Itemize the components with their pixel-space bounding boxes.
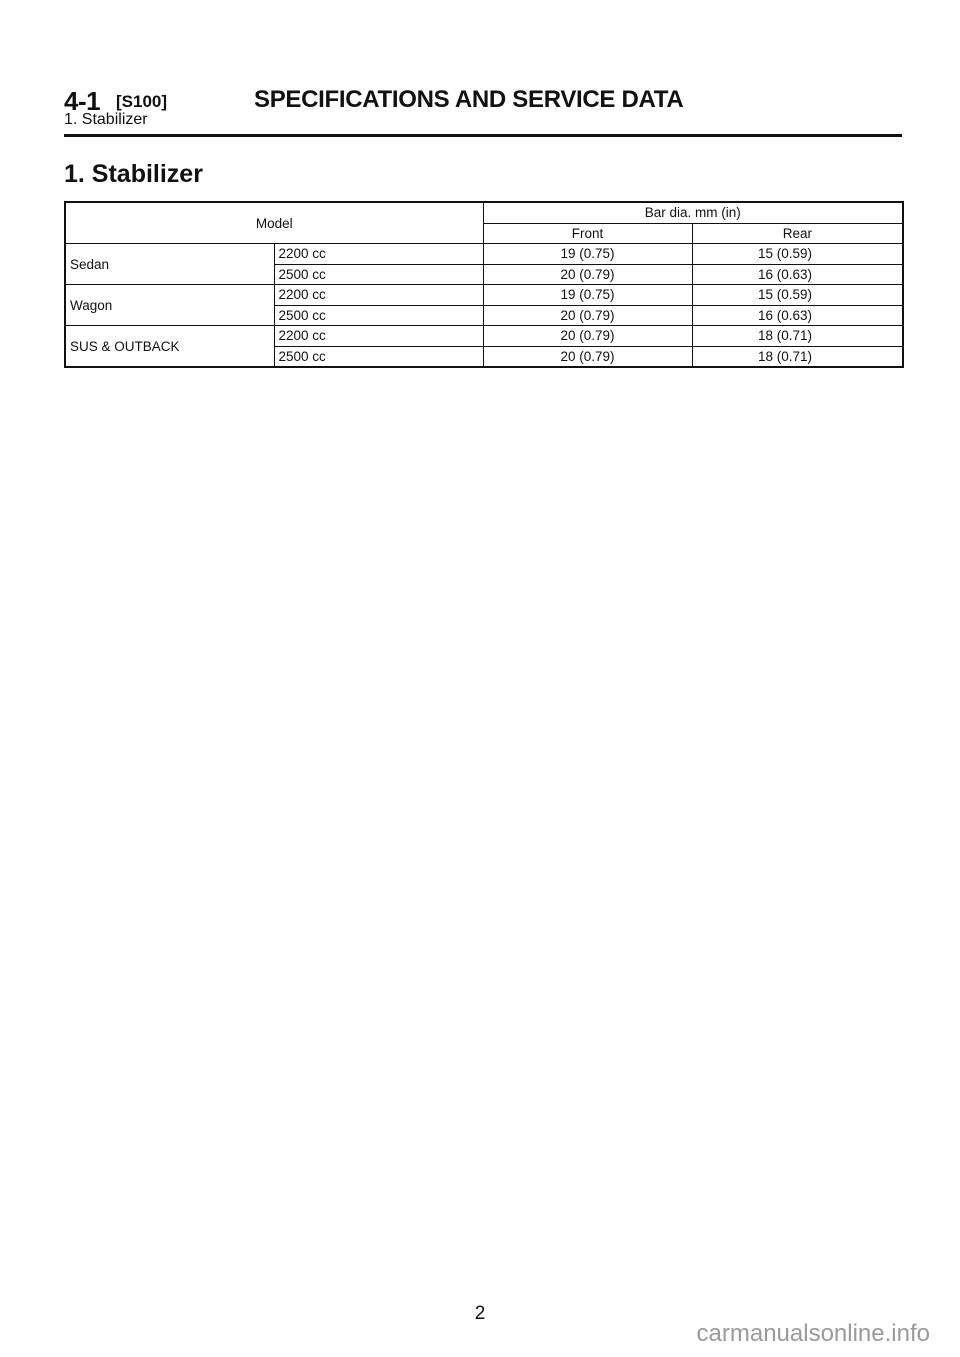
model-cell: Wagon	[65, 285, 274, 326]
rear-cell: 15 (0.59)	[692, 244, 903, 265]
header-title: SPECIFICATIONS AND SERVICE DATA	[254, 86, 684, 113]
rear-header: Rear	[692, 223, 903, 244]
rear-cell: 16 (0.63)	[692, 305, 903, 326]
model-cell: Sedan	[65, 244, 274, 285]
model-header: Model	[65, 202, 483, 244]
rear-cell: 16 (0.63)	[692, 264, 903, 285]
model-cell: SUS & OUTBACK	[65, 326, 274, 368]
section-code: [S100]	[116, 92, 168, 111]
engine-cell: 2200 cc	[274, 326, 483, 347]
front-cell: 20 (0.79)	[483, 264, 692, 285]
engine-cell: 2200 cc	[274, 285, 483, 306]
table-row	[65, 244, 903, 265]
table-row	[65, 285, 903, 306]
front-cell: 19 (0.75)	[483, 244, 692, 265]
section-number: 4-1	[64, 86, 101, 116]
page-number: 2	[474, 1303, 486, 1324]
front-cell: 20 (0.79)	[483, 326, 692, 347]
engine-cell: 2500 cc	[274, 264, 483, 285]
engine-cell: 2500 cc	[274, 346, 483, 367]
front-cell: 20 (0.79)	[483, 305, 692, 326]
table-body	[65, 244, 903, 368]
table-header-row	[65, 202, 903, 223]
stabilizer-spec-table	[64, 201, 904, 368]
subsection-label: 1. Stabilizer	[64, 111, 148, 128]
engine-cell: 2500 cc	[274, 305, 483, 326]
watermark: carmanualsonline.info	[696, 1320, 930, 1347]
front-header: Front	[483, 223, 692, 244]
front-cell: 20 (0.79)	[483, 346, 692, 367]
page-header	[64, 86, 902, 146]
rear-cell: 18 (0.71)	[692, 326, 903, 347]
page-heading: 1. Stabilizer	[64, 160, 203, 188]
bar-dia-header: Bar dia. mm (in)	[483, 202, 903, 223]
table-row	[65, 326, 903, 347]
front-cell: 19 (0.75)	[483, 285, 692, 306]
engine-cell: 2200 cc	[274, 244, 483, 265]
rear-cell: 15 (0.59)	[692, 285, 903, 306]
header-rule	[64, 134, 902, 137]
rear-cell: 18 (0.71)	[692, 346, 903, 367]
